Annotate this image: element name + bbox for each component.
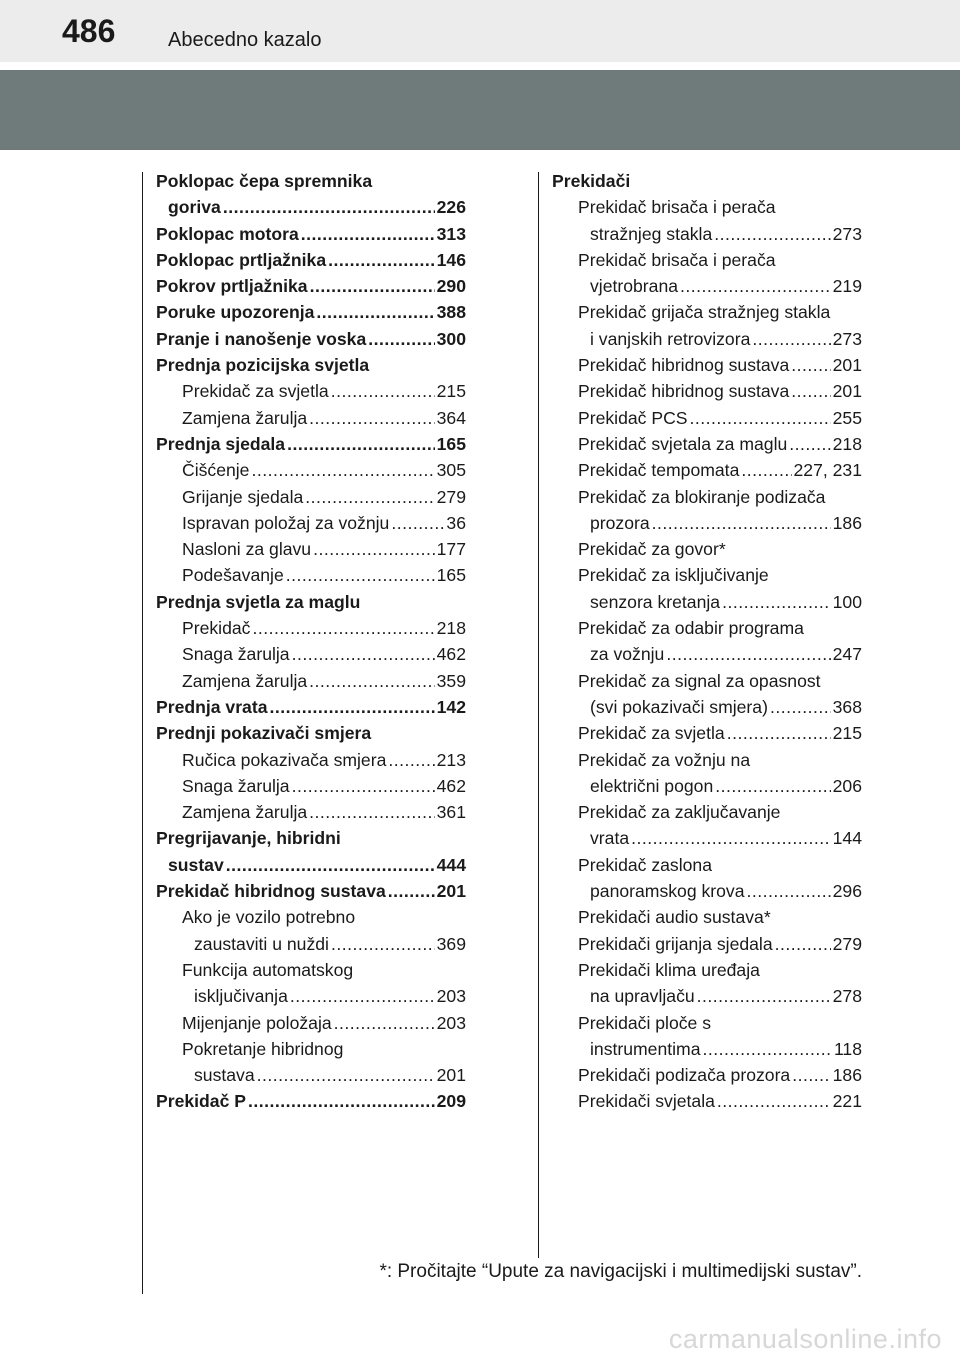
index-entry: [156, 878, 466, 904]
index-entry: [552, 405, 862, 431]
entry-text: Prednji pokazivači smjera: [156, 723, 372, 744]
entry-text: Prekidač za govor*: [578, 539, 726, 560]
entry-page: 296: [832, 881, 862, 902]
dot-leader: [792, 1062, 830, 1088]
entry-text: Ako je vozilo potrebno: [182, 907, 356, 928]
entry-page: 278: [832, 986, 862, 1007]
entry-page: 369: [436, 933, 466, 954]
entry-page: 146: [436, 249, 466, 270]
entry-text: Prekidači ploče s: [578, 1012, 711, 1033]
entry-text: sustav: [168, 854, 224, 875]
entry-page: 201: [832, 355, 862, 376]
dot-leader: [368, 326, 434, 352]
index-entry: [156, 352, 466, 378]
entry-text: Prekidač brisača i perača: [578, 249, 776, 270]
index-entry: [156, 747, 466, 773]
entry-text: Ručica pokazivača smjera: [182, 749, 387, 770]
entry-text: Pokrov prtljažnika: [156, 276, 308, 297]
index-entry: [156, 247, 466, 273]
entry-text: senzora kretanja: [590, 591, 721, 612]
dot-leader: [791, 378, 830, 404]
index-entry: [552, 1010, 862, 1063]
entry-text: Prekidač zaslona: [578, 854, 712, 875]
entry-text: Poklopac motora: [156, 223, 299, 244]
dot-leader: [652, 510, 831, 536]
left-divider: [142, 172, 143, 1294]
entry-page: 201: [436, 881, 466, 902]
entry-text: Zamjena žarulja: [182, 407, 308, 428]
index-entry: [552, 431, 862, 457]
index-entry: [552, 536, 862, 562]
entry-text: Prekidači klima uređaja: [578, 959, 760, 980]
dot-leader: [391, 510, 444, 536]
index-entry: [156, 668, 466, 694]
entry-page: 201: [832, 381, 862, 402]
entry-text: na upravljaču: [590, 986, 695, 1007]
dot-leader: [388, 878, 435, 904]
dot-leader: [292, 641, 435, 667]
entry-text: Prekidač P: [156, 1091, 246, 1112]
entry-text: Prekidač hibridnog sustava: [578, 381, 790, 402]
index-entry: [552, 615, 862, 668]
entry-page: 273: [832, 223, 862, 244]
entry-text: Prednja pozicijska svjetla: [156, 355, 370, 376]
entry-page: 215: [436, 381, 466, 402]
entry-page: 305: [436, 460, 466, 481]
entry-text: Prekidači svjetala: [578, 1091, 715, 1112]
entry-page: 247: [832, 644, 862, 665]
index-entry: [156, 562, 466, 588]
dot-leader: [305, 484, 434, 510]
entry-page: 368: [832, 696, 862, 717]
dot-leader: [727, 720, 831, 746]
entry-text: Prekidač: [182, 618, 251, 639]
entry-page: 201: [436, 1065, 466, 1086]
entry-text: Prednja svjetla za maglu: [156, 591, 361, 612]
entry-text: isključivanja: [194, 986, 288, 1007]
entry-text: Prekidač za svjetla: [578, 723, 725, 744]
entry-text: Prekidač PCS: [578, 407, 688, 428]
index-entry: [552, 299, 862, 352]
entry-text: Prekidač za svjetla: [182, 381, 329, 402]
entry-page: 279: [832, 933, 862, 954]
entry-page: 226: [436, 197, 466, 218]
dot-leader: [252, 615, 434, 641]
entry-text: Poklopac prtljažnika: [156, 249, 327, 270]
entry-page: 462: [436, 775, 466, 796]
entry-text: Prekidač za odabir programa: [578, 618, 804, 639]
entry-text: Prekidači podizača prozora: [578, 1065, 791, 1086]
entry-text: električni pogon: [590, 775, 714, 796]
index-entry: [156, 484, 466, 510]
dot-leader: [223, 194, 435, 220]
entry-page: 186: [832, 512, 862, 533]
entry-page: 290: [436, 276, 466, 297]
index-entry: [156, 957, 466, 1010]
index-entry: [156, 1010, 466, 1036]
entry-text: Zamjena žarulja: [182, 802, 308, 823]
index-entry: [156, 1088, 466, 1114]
entry-text: Snaga žarulja: [182, 644, 290, 665]
dot-leader: [631, 825, 831, 851]
index-entry: [156, 457, 466, 483]
entry-page: 213: [436, 749, 466, 770]
index-entry: [552, 1062, 862, 1088]
entry-text: Čišćenje: [182, 460, 250, 481]
entry-text: Prekidač za isključivanje: [578, 565, 769, 586]
dot-leader: [269, 694, 434, 720]
index-entry: [552, 1088, 862, 1114]
index-column-left: [156, 168, 466, 1115]
entry-text: Podešavanje: [182, 565, 284, 586]
index-entry: [552, 931, 862, 957]
entry-page: 142: [436, 696, 466, 717]
dot-leader: [715, 773, 830, 799]
entry-page: 186: [832, 1065, 862, 1086]
entry-text: Pregrijavanje, hibridni: [156, 828, 341, 849]
entry-text: Prekidač hibridnog sustava: [156, 881, 386, 902]
index-entry: [552, 852, 862, 905]
entry-text: Prekidač za signal za opasnost: [578, 670, 821, 691]
entry-text: sustava: [194, 1065, 255, 1086]
entry-text: Zamjena žarulja: [182, 670, 308, 691]
column-divider: [538, 172, 539, 1258]
index-entry: [552, 799, 862, 852]
entry-text: Prednja vrata: [156, 696, 268, 717]
entry-page: 100: [832, 591, 862, 612]
entry-text: Prekidač za blokiranje podizača: [578, 486, 826, 507]
entry-text: Prednja sjedala: [156, 433, 286, 454]
header-banner: [0, 70, 960, 150]
index-entry: [552, 378, 862, 404]
entry-text: Prekidači grijanja sjedala: [578, 933, 773, 954]
entry-text: vjetrobrana: [590, 276, 679, 297]
entry-page: 361: [436, 802, 466, 823]
dot-leader: [741, 457, 791, 483]
dot-leader: [747, 878, 831, 904]
entry-text: goriva: [168, 197, 221, 218]
entry-text: Poruke upozorenja: [156, 302, 315, 323]
index-entry: [552, 562, 862, 615]
dot-leader: [286, 562, 435, 588]
index-entry: [156, 510, 466, 536]
index-entry: [156, 589, 466, 615]
entry-page: 462: [436, 644, 466, 665]
dot-leader: [690, 405, 831, 431]
index-entry: [156, 694, 466, 720]
dot-leader: [770, 694, 831, 720]
dot-leader: [331, 378, 435, 404]
index-column-right: [552, 168, 862, 1115]
entry-text: Prekidač grijača stražnjeg stakla: [578, 302, 831, 323]
dot-leader: [328, 247, 435, 273]
entry-page: 209: [436, 1091, 466, 1112]
dot-leader: [722, 589, 831, 615]
dot-leader: [287, 431, 435, 457]
dot-leader: [717, 1088, 831, 1114]
index-entry: [156, 825, 466, 878]
dot-leader: [313, 536, 435, 562]
dot-leader: [309, 668, 434, 694]
index-entry: [156, 378, 466, 404]
entry-page: 444: [436, 854, 466, 875]
index-entry: [552, 457, 862, 483]
entry-text: instrumentima: [590, 1038, 701, 1059]
dot-leader: [703, 1036, 832, 1062]
entry-text: vrata: [590, 828, 630, 849]
section-title: Abecedno kazalo: [168, 29, 322, 51]
index-entry: [552, 668, 862, 721]
index-entry: [156, 299, 466, 325]
entry-text: Pranje i nanošenje voska: [156, 328, 367, 349]
entry-page: 177: [436, 539, 466, 560]
entry-text: Prekidač za vožnju na: [578, 749, 751, 770]
header-band: [0, 0, 960, 62]
entry-text: zaustaviti u nuždi: [194, 933, 329, 954]
dot-leader: [334, 1010, 435, 1036]
entry-page: 364: [436, 407, 466, 428]
entry-page: 219: [832, 276, 862, 297]
entry-page: 203: [436, 986, 466, 1007]
index-entry: [156, 615, 466, 641]
entry-page: 273: [832, 328, 862, 349]
index-entry: [156, 641, 466, 667]
index-entry: [552, 747, 862, 800]
dot-leader: [257, 1062, 435, 1088]
index-entry: [156, 221, 466, 247]
entry-text: Prekidači: [552, 171, 631, 191]
index-entry: [552, 168, 862, 194]
index-entry: [156, 773, 466, 799]
entry-page: 255: [832, 407, 862, 428]
entry-page: 218: [436, 618, 466, 639]
dot-leader: [309, 799, 434, 825]
entry-text: Prekidač svjetala za maglu: [578, 433, 788, 454]
dot-leader: [789, 431, 830, 457]
entry-text: Snaga žarulja: [182, 775, 290, 796]
dot-leader: [331, 931, 435, 957]
entry-text: Prekidač tempomata: [578, 460, 740, 481]
entry-text: stražnjeg stakla: [590, 223, 713, 244]
index-entry: [552, 194, 862, 247]
entry-text: Prekidač hibridnog sustava: [578, 355, 790, 376]
dot-leader: [680, 273, 831, 299]
entry-text: Prekidač brisača i perača: [578, 197, 776, 218]
index-entry: [156, 431, 466, 457]
entry-page: 313: [436, 223, 466, 244]
dot-leader: [752, 326, 830, 352]
entry-page: 203: [436, 1012, 466, 1033]
entry-page: 215: [832, 723, 862, 744]
dot-leader: [310, 273, 435, 299]
dot-leader: [388, 747, 434, 773]
dot-leader: [697, 983, 831, 1009]
entry-page: 218: [832, 433, 862, 454]
dot-leader: [251, 457, 434, 483]
entry-page: 300: [436, 328, 466, 349]
entry-page: 359: [436, 670, 466, 691]
index-entry: [156, 326, 466, 352]
index-entry: [552, 484, 862, 537]
index-entry: [552, 904, 862, 930]
dot-leader: [290, 983, 435, 1009]
page-number: 486: [62, 13, 116, 49]
footnote: *: Pročitajte “Upute za navigacijski i multimedijski sustav”.: [379, 1261, 862, 1282]
dot-leader: [301, 221, 435, 247]
entry-text: Pokretanje hibridnog: [182, 1038, 344, 1059]
index-entry: [156, 168, 466, 221]
entry-text: za vožnju: [590, 644, 665, 665]
entry-text: panoramskog krova: [590, 881, 745, 902]
entry-text: (svi pokazivači smjera): [590, 696, 768, 717]
index-entry: [156, 1036, 466, 1089]
entry-text: Grijanje sjedala: [182, 486, 304, 507]
entry-page: 144: [832, 828, 862, 849]
entry-text: Funkcija automatskog: [182, 959, 354, 980]
entry-page: 36: [446, 512, 466, 533]
index-entry: [156, 799, 466, 825]
entry-page: 388: [436, 302, 466, 323]
entry-text: prozora: [590, 512, 650, 533]
index-entry: [552, 720, 862, 746]
entry-page: 279: [436, 486, 466, 507]
index-entry: [156, 720, 466, 746]
index-entry: [156, 904, 466, 957]
dot-leader: [309, 405, 434, 431]
index-entry: [156, 536, 466, 562]
entry-page: 206: [832, 775, 862, 796]
index-entry: [552, 247, 862, 300]
entry-text: Nasloni za glavu: [182, 539, 312, 560]
entry-text: Mijenjanje položaja: [182, 1012, 332, 1033]
entry-text: i vanjskih retrovizora: [590, 328, 751, 349]
dot-leader: [226, 852, 435, 878]
dot-leader: [714, 221, 830, 247]
entry-page: 227, 231: [793, 460, 862, 481]
dot-leader: [775, 931, 831, 957]
index-entry: [552, 352, 862, 378]
entry-text: Prekidač za zaključavanje: [578, 802, 781, 823]
watermark: carmanualsonline.info: [668, 1324, 942, 1354]
entry-page: 118: [833, 1038, 862, 1059]
entry-page: 221: [832, 1091, 862, 1112]
dot-leader: [292, 773, 435, 799]
entry-page: 165: [436, 565, 466, 586]
entry-text: Poklopac čepa spremnika: [156, 171, 373, 191]
dot-leader: [666, 641, 830, 667]
index-entry: [156, 273, 466, 299]
entry-text: Ispravan položaj za vožnju: [182, 512, 390, 533]
dot-leader: [791, 352, 830, 378]
dot-leader: [316, 299, 434, 325]
entry-page: 165: [436, 433, 466, 454]
entry-text: Prekidači audio sustava*: [578, 907, 771, 928]
dot-leader: [248, 1088, 435, 1114]
index-entry: [156, 405, 466, 431]
index-entry: [552, 957, 862, 1010]
